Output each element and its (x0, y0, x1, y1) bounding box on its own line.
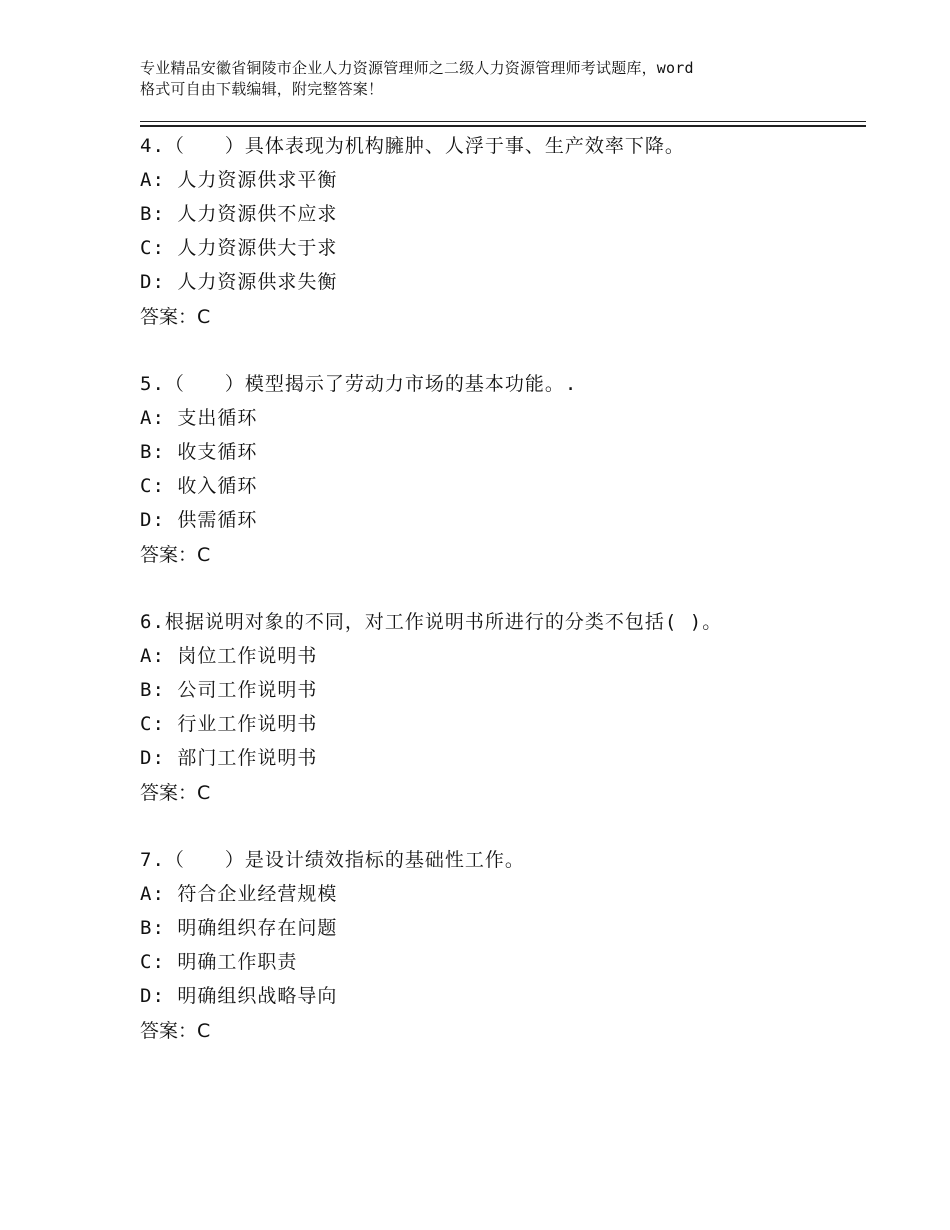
option-d: D: 明确组织战略导向 (140, 985, 338, 1007)
option-a: A: 岗位工作说明书 (140, 645, 318, 667)
question-4 (140, 129, 866, 335)
header-divider-thin (140, 121, 866, 122)
header-divider-thick (140, 125, 866, 127)
option-c: C: 行业工作说明书 (140, 713, 318, 735)
question-stem: 7.（ ）是设计绩效指标的基础性工作。 (140, 849, 525, 871)
option-a: A: 符合企业经营规模 (140, 883, 338, 905)
option-a: A: 人力资源供求平衡 (140, 169, 338, 191)
question-5 (140, 367, 866, 573)
answer-line: 答案：C (140, 306, 211, 328)
option-b: B: 人力资源供不应求 (140, 203, 338, 225)
question-6 (140, 605, 866, 811)
question-stem: 6.根据说明对象的不同，对工作说明书所进行的分类不包括( )。 (140, 611, 723, 633)
document-header (140, 58, 830, 100)
header-line-2: 格式可自由下载编辑，附完整答案！ (140, 80, 384, 98)
option-c: C: 收入循环 (140, 475, 258, 497)
option-a: A: 支出循环 (140, 407, 258, 429)
option-d: D: 人力资源供求失衡 (140, 271, 338, 293)
header-line-1: 专业精品安徽省铜陵市企业人力资源管理师之二级人力资源管理师考试题库，word (140, 59, 694, 77)
option-b: B: 明确组织存在问题 (140, 917, 338, 939)
question-stem: 4.（ ）具体表现为机构臃肿、人浮于事、生产效率下降。 (140, 135, 685, 157)
option-b: B: 收支循环 (140, 441, 258, 463)
answer-line: 答案：C (140, 782, 211, 804)
answer-line: 答案：C (140, 544, 211, 566)
question-list (140, 129, 866, 1081)
option-d: D: 部门工作说明书 (140, 747, 318, 769)
answer-line: 答案：C (140, 1020, 211, 1042)
option-c: C: 人力资源供大于求 (140, 237, 338, 259)
option-b: B: 公司工作说明书 (140, 679, 318, 701)
question-stem: 5.（ ）模型揭示了劳动力市场的基本功能。. (140, 373, 578, 395)
question-7 (140, 843, 866, 1049)
option-c: C: 明确工作职责 (140, 951, 298, 973)
option-d: D: 供需循环 (140, 509, 258, 531)
